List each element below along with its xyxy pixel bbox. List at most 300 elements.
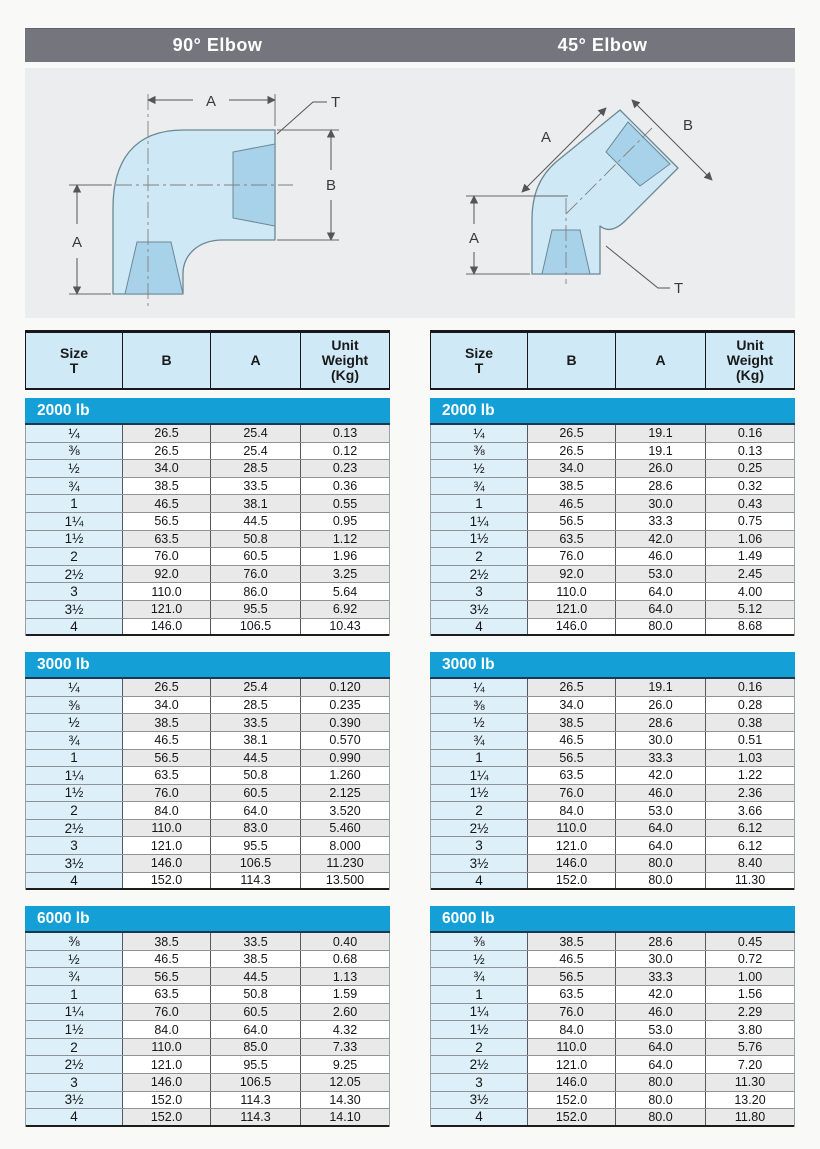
elbow-90-diagram <box>25 68 410 318</box>
a-cell: 28.5 <box>210 697 300 714</box>
table-row <box>431 495 794 513</box>
table-row <box>431 732 794 750</box>
leader-line-t <box>277 102 327 134</box>
table-90-elbow <box>25 330 390 1127</box>
size-cell: 1 <box>26 986 122 1003</box>
column-header-unit-weight: Unit Weight (Kg) <box>300 333 389 388</box>
column-header-size: Size T <box>464 344 493 376</box>
weight-cell: 0.390 <box>300 714 389 731</box>
weight-cell: 1.260 <box>300 767 389 784</box>
b-cell: 26.5 <box>527 679 615 696</box>
a-cell: 42.0 <box>615 531 705 548</box>
table-row <box>26 1092 389 1110</box>
table-row <box>431 986 794 1004</box>
b-cell: 146.0 <box>527 855 615 872</box>
weight-cell: 2.29 <box>705 1004 794 1021</box>
table-row <box>26 425 389 443</box>
size-cell: 1½ <box>431 785 527 802</box>
size-cell: ⅜ <box>26 697 122 714</box>
size-cell: 3 <box>431 583 527 600</box>
size-cell: 4 <box>431 619 527 635</box>
size-cell: 3 <box>26 837 122 854</box>
a-cell: 80.0 <box>615 1074 705 1091</box>
a-cell: 80.0 <box>615 855 705 872</box>
size-cell: ½ <box>26 951 122 968</box>
weight-cell: 0.23 <box>300 460 389 477</box>
table-row <box>431 425 794 443</box>
table-row <box>431 566 794 584</box>
size-cell: ½ <box>26 460 122 477</box>
b-cell: 38.5 <box>122 478 210 495</box>
section-rows <box>430 679 795 890</box>
size-cell: 4 <box>26 873 122 889</box>
b-cell: 46.5 <box>527 951 615 968</box>
pressure-class-bar: 3000 lb <box>430 652 795 679</box>
table-row <box>431 968 794 986</box>
b-cell: 46.5 <box>527 732 615 749</box>
column-header-unit-weight: Unit Weight (Kg) <box>705 333 794 388</box>
table-row <box>431 679 794 697</box>
size-cell: 1 <box>26 750 122 767</box>
a-cell: 25.4 <box>210 679 300 696</box>
weight-cell: 0.32 <box>705 478 794 495</box>
weight-cell: 1.00 <box>705 968 794 985</box>
table-row <box>431 767 794 785</box>
b-cell: 34.0 <box>122 697 210 714</box>
section-rows <box>25 425 390 636</box>
b-cell: 146.0 <box>122 1074 210 1091</box>
table-row <box>26 1109 389 1127</box>
table-row <box>431 548 794 566</box>
a-cell: 42.0 <box>615 986 705 1003</box>
a-cell: 33.3 <box>615 513 705 530</box>
a-cell: 64.0 <box>615 837 705 854</box>
weight-cell: 0.16 <box>705 425 794 442</box>
table-row <box>26 714 389 732</box>
b-cell: 146.0 <box>527 1074 615 1091</box>
weight-cell: 5.76 <box>705 1039 794 1056</box>
a-cell: 64.0 <box>615 601 705 618</box>
a-cell: 28.5 <box>210 460 300 477</box>
b-cell: 110.0 <box>122 1039 210 1056</box>
table-row <box>26 601 389 619</box>
b-cell: 56.5 <box>527 513 615 530</box>
b-cell: 152.0 <box>122 1109 210 1125</box>
table-row <box>26 478 389 496</box>
weight-cell: 0.51 <box>705 732 794 749</box>
table-row <box>26 697 389 715</box>
a-cell: 28.6 <box>615 478 705 495</box>
a-cell: 106.5 <box>210 619 300 635</box>
weight-cell: 5.460 <box>300 820 389 837</box>
b-cell: 76.0 <box>527 785 615 802</box>
b-cell: 84.0 <box>122 802 210 819</box>
a-cell: 76.0 <box>210 566 300 583</box>
a-cell: 106.5 <box>210 1074 300 1091</box>
table-row <box>431 531 794 549</box>
b-cell: 63.5 <box>122 986 210 1003</box>
weight-cell: 2.45 <box>705 566 794 583</box>
table-row <box>26 1021 389 1039</box>
pressure-class-bar: 2000 lb <box>430 398 795 425</box>
table-45-elbow <box>430 330 795 1127</box>
b-cell: 63.5 <box>527 531 615 548</box>
b-cell: 76.0 <box>527 1004 615 1021</box>
column-header-row <box>25 330 390 390</box>
weight-cell: 0.38 <box>705 714 794 731</box>
b-cell: 63.5 <box>122 767 210 784</box>
a-cell: 80.0 <box>615 873 705 889</box>
column-header-a: A <box>210 333 300 388</box>
table-row <box>431 1074 794 1092</box>
dim-label-b: B <box>325 177 337 194</box>
a-cell: 53.0 <box>615 802 705 819</box>
a-cell: 30.0 <box>615 732 705 749</box>
size-cell: 1 <box>431 986 527 1003</box>
weight-cell: 0.990 <box>300 750 389 767</box>
weight-cell: 8.68 <box>705 619 794 635</box>
b-cell: 34.0 <box>527 460 615 477</box>
a-cell: 95.5 <box>210 601 300 618</box>
weight-cell: 3.25 <box>300 566 389 583</box>
a-cell: 30.0 <box>615 951 705 968</box>
size-cell: 1¼ <box>431 1004 527 1021</box>
a-cell: 114.3 <box>210 1092 300 1109</box>
weight-cell: 1.59 <box>300 986 389 1003</box>
size-cell: 1 <box>431 750 527 767</box>
size-cell: 2½ <box>26 566 122 583</box>
a-cell: 64.0 <box>615 1039 705 1056</box>
pressure-class-bar: 6000 lb <box>25 906 390 933</box>
size-cell: ½ <box>431 951 527 968</box>
a-cell: 33.3 <box>615 968 705 985</box>
a-cell: 33.3 <box>615 750 705 767</box>
b-cell: 110.0 <box>527 820 615 837</box>
weight-cell: 3.520 <box>300 802 389 819</box>
size-cell: 2½ <box>431 820 527 837</box>
b-cell: 56.5 <box>122 968 210 985</box>
a-cell: 83.0 <box>210 820 300 837</box>
b-cell: 146.0 <box>527 619 615 635</box>
a-cell: 95.5 <box>210 837 300 854</box>
a-cell: 33.5 <box>210 478 300 495</box>
b-cell: 152.0 <box>527 1109 615 1125</box>
weight-cell: 0.25 <box>705 460 794 477</box>
column-header-b: B <box>122 333 210 388</box>
a-cell: 114.3 <box>210 1109 300 1125</box>
b-cell: 84.0 <box>122 1021 210 1038</box>
table-row <box>431 951 794 969</box>
b-cell: 46.5 <box>122 732 210 749</box>
b-cell: 146.0 <box>122 619 210 635</box>
size-cell: 1½ <box>431 531 527 548</box>
table-row <box>431 697 794 715</box>
size-cell: 2 <box>26 548 122 565</box>
b-cell: 26.5 <box>122 425 210 442</box>
size-cell: 2 <box>26 802 122 819</box>
size-cell: 2 <box>431 1039 527 1056</box>
b-cell: 121.0 <box>527 601 615 618</box>
weight-cell: 1.96 <box>300 548 389 565</box>
table-row <box>431 1021 794 1039</box>
diagram-panel <box>25 68 795 318</box>
table-row <box>431 1004 794 1022</box>
table-row <box>26 583 389 601</box>
table-row <box>431 1039 794 1057</box>
a-cell: 95.5 <box>210 1056 300 1073</box>
table-row <box>431 714 794 732</box>
table-row <box>26 933 389 951</box>
pressure-class-bar: 6000 lb <box>430 906 795 933</box>
a-cell: 64.0 <box>615 820 705 837</box>
b-cell: 63.5 <box>122 531 210 548</box>
size-cell: ¼ <box>431 679 527 696</box>
table-row <box>431 855 794 873</box>
weight-cell: 12.05 <box>300 1074 389 1091</box>
size-cell: 4 <box>26 1109 122 1125</box>
weight-cell: 6.92 <box>300 601 389 618</box>
title-90-elbow: 90° Elbow <box>172 35 263 55</box>
a-cell: 60.5 <box>210 1004 300 1021</box>
weight-cell: 1.12 <box>300 531 389 548</box>
b-cell: 121.0 <box>122 1056 210 1073</box>
b-cell: 63.5 <box>527 767 615 784</box>
a-cell: 114.3 <box>210 873 300 889</box>
b-cell: 46.5 <box>122 495 210 512</box>
size-cell: 3 <box>431 1074 527 1091</box>
weight-cell: 0.45 <box>705 933 794 950</box>
size-cell: 1½ <box>26 785 122 802</box>
dim-label-a-left: A <box>71 234 83 251</box>
table-row <box>26 1004 389 1022</box>
b-cell: 76.0 <box>122 1004 210 1021</box>
section-rows <box>25 933 390 1127</box>
weight-cell: 1.13 <box>300 968 389 985</box>
b-cell: 110.0 <box>527 583 615 600</box>
table-row <box>431 460 794 478</box>
a-cell: 64.0 <box>615 1056 705 1073</box>
size-cell: ¼ <box>26 679 122 696</box>
a-cell: 28.6 <box>615 714 705 731</box>
weight-cell: 5.64 <box>300 583 389 600</box>
size-cell: 1¼ <box>26 1004 122 1021</box>
table-row <box>431 1056 794 1074</box>
weight-cell: 8.40 <box>705 855 794 872</box>
size-cell: 1½ <box>26 531 122 548</box>
size-cell: ½ <box>431 460 527 477</box>
b-cell: 38.5 <box>122 933 210 950</box>
column-header-row <box>430 330 795 390</box>
size-cell: ½ <box>431 714 527 731</box>
a-cell: 38.1 <box>210 732 300 749</box>
b-cell: 121.0 <box>527 1056 615 1073</box>
weight-cell: 9.25 <box>300 1056 389 1073</box>
weight-cell: 14.30 <box>300 1092 389 1109</box>
table-row <box>26 802 389 820</box>
table-row <box>431 443 794 461</box>
size-cell: 3½ <box>26 855 122 872</box>
weight-cell: 3.80 <box>705 1021 794 1038</box>
dim-label-t: T <box>331 94 341 111</box>
elbow-45-diagram <box>410 68 795 318</box>
b-cell: 152.0 <box>527 873 615 889</box>
b-cell: 121.0 <box>122 837 210 854</box>
a-cell: 19.1 <box>615 425 705 442</box>
table-row <box>26 732 389 750</box>
b-cell: 56.5 <box>122 750 210 767</box>
dim-label-a-diag: A <box>540 129 552 146</box>
table-row <box>26 820 389 838</box>
b-cell: 38.5 <box>527 478 615 495</box>
size-cell: ¾ <box>431 478 527 495</box>
weight-cell: 4.32 <box>300 1021 389 1038</box>
table-row <box>431 750 794 768</box>
table-row <box>26 767 389 785</box>
weight-cell: 11.30 <box>705 873 794 889</box>
table-row <box>431 583 794 601</box>
a-cell: 85.0 <box>210 1039 300 1056</box>
size-cell: 1¼ <box>26 767 122 784</box>
title-45-elbow: 45° Elbow <box>557 35 648 55</box>
b-cell: 56.5 <box>527 750 615 767</box>
size-cell: 1¼ <box>431 513 527 530</box>
size-cell: 2½ <box>431 1056 527 1073</box>
weight-cell: 8.000 <box>300 837 389 854</box>
size-cell: 3 <box>26 583 122 600</box>
b-cell: 46.5 <box>527 495 615 512</box>
weight-cell: 11.30 <box>705 1074 794 1091</box>
column-header-b: B <box>527 333 615 388</box>
b-cell: 110.0 <box>527 1039 615 1056</box>
table-row <box>26 566 389 584</box>
weight-cell: 0.72 <box>705 951 794 968</box>
size-cell: ⅜ <box>26 443 122 460</box>
a-cell: 44.5 <box>210 750 300 767</box>
table-row <box>431 601 794 619</box>
size-cell: ¾ <box>26 478 122 495</box>
table-row <box>431 820 794 838</box>
size-cell: ¾ <box>26 968 122 985</box>
a-cell: 46.0 <box>615 548 705 565</box>
a-cell: 64.0 <box>615 583 705 600</box>
table-row <box>26 460 389 478</box>
b-cell: 63.5 <box>527 986 615 1003</box>
leader-line-t <box>606 246 670 288</box>
weight-cell: 1.06 <box>705 531 794 548</box>
dim-label-a-top: A <box>205 93 217 110</box>
size-cell: 1 <box>26 495 122 512</box>
table-row <box>26 951 389 969</box>
a-cell: 38.5 <box>210 951 300 968</box>
weight-cell: 1.49 <box>705 548 794 565</box>
size-cell: 2½ <box>26 1056 122 1073</box>
b-cell: 56.5 <box>122 513 210 530</box>
b-cell: 152.0 <box>122 873 210 889</box>
size-cell: 1¼ <box>431 767 527 784</box>
pressure-class-bar: 3000 lb <box>25 652 390 679</box>
table-row <box>431 1092 794 1110</box>
size-cell: 3 <box>26 1074 122 1091</box>
weight-cell: 4.00 <box>705 583 794 600</box>
a-cell: 50.8 <box>210 986 300 1003</box>
table-row <box>26 986 389 1004</box>
size-cell: 4 <box>431 873 527 889</box>
section-rows <box>430 933 795 1127</box>
weight-cell: 13.500 <box>300 873 389 889</box>
size-cell: ¾ <box>431 732 527 749</box>
size-cell: ⅜ <box>431 697 527 714</box>
size-cell: ¼ <box>26 425 122 442</box>
table-row <box>26 968 389 986</box>
table-row <box>26 548 389 566</box>
weight-cell: 0.120 <box>300 679 389 696</box>
table-row <box>431 802 794 820</box>
a-cell: 33.5 <box>210 933 300 950</box>
b-cell: 26.5 <box>527 425 615 442</box>
b-cell: 152.0 <box>122 1092 210 1109</box>
weight-cell: 5.12 <box>705 601 794 618</box>
table-row <box>26 531 389 549</box>
b-cell: 34.0 <box>527 697 615 714</box>
size-cell: 3½ <box>431 1092 527 1109</box>
b-cell: 121.0 <box>527 837 615 854</box>
size-cell: ⅜ <box>431 933 527 950</box>
pressure-class-bar: 2000 lb <box>25 398 390 425</box>
a-cell: 64.0 <box>210 802 300 819</box>
a-cell: 80.0 <box>615 1092 705 1109</box>
size-cell: 3½ <box>26 601 122 618</box>
title-bar <box>25 28 795 62</box>
weight-cell: 1.56 <box>705 986 794 1003</box>
table-row <box>26 873 389 891</box>
table-row <box>431 1109 794 1127</box>
a-cell: 44.5 <box>210 513 300 530</box>
weight-cell: 0.75 <box>705 513 794 530</box>
b-cell: 152.0 <box>527 1092 615 1109</box>
weight-cell: 0.235 <box>300 697 389 714</box>
b-cell: 110.0 <box>122 583 210 600</box>
b-cell: 76.0 <box>122 785 210 802</box>
table-row <box>431 785 794 803</box>
a-cell: 46.0 <box>615 1004 705 1021</box>
b-cell: 92.0 <box>527 566 615 583</box>
weight-cell: 0.28 <box>705 697 794 714</box>
b-cell: 38.5 <box>122 714 210 731</box>
size-cell: 2 <box>26 1039 122 1056</box>
weight-cell: 2.36 <box>705 785 794 802</box>
b-cell: 26.5 <box>122 443 210 460</box>
weight-cell: 11.230 <box>300 855 389 872</box>
table-row <box>26 1074 389 1092</box>
weight-cell: 2.125 <box>300 785 389 802</box>
section-rows <box>430 425 795 636</box>
spec-tables <box>25 330 795 1127</box>
table-row <box>431 478 794 496</box>
dim-label-t: T <box>674 280 684 297</box>
table-row <box>431 837 794 855</box>
table-row <box>431 513 794 531</box>
weight-cell: 0.43 <box>705 495 794 512</box>
weight-cell: 7.20 <box>705 1056 794 1073</box>
weight-cell: 0.55 <box>300 495 389 512</box>
a-cell: 80.0 <box>615 1109 705 1125</box>
a-cell: 26.0 <box>615 460 705 477</box>
weight-cell: 0.13 <box>300 425 389 442</box>
a-cell: 60.5 <box>210 548 300 565</box>
weight-cell: 0.12 <box>300 443 389 460</box>
column-header-a: A <box>615 333 705 388</box>
a-cell: 19.1 <box>615 443 705 460</box>
